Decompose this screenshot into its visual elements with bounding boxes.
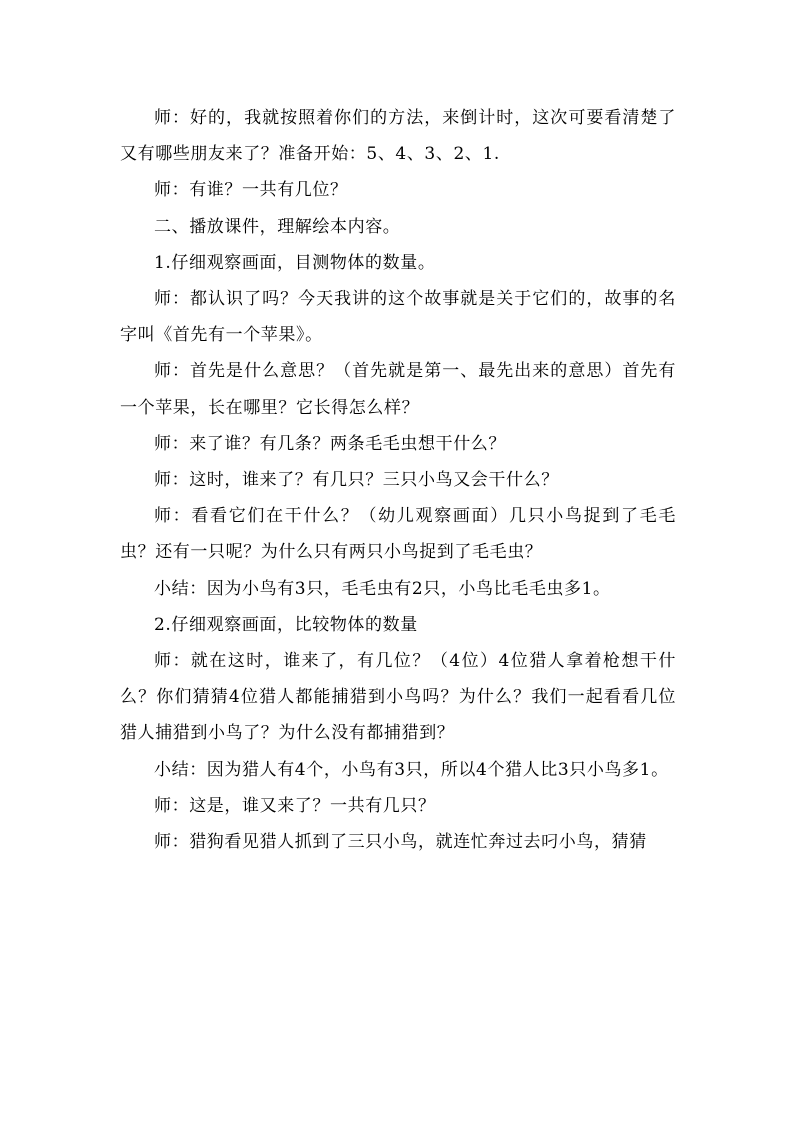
paragraph-summary-birds: 小结：因为小鸟有3只，毛毛虫有2只，小鸟比毛毛虫多1。 — [154, 578, 611, 599]
paragraph-teacher-hounds: 师：猎狗看见猎人抓到了三只小鸟，就连忙奔过去叼小鸟，猜猜 — [154, 832, 647, 853]
document-body — [120, 100, 676, 860]
paragraph-teacher-story-title: 师：都认识了吗？今天我讲的这个故事就是关于它们的，故事的名字叫《首先有一个苹果》。 — [120, 289, 676, 346]
paragraph-teacher-birds: 师：这时，谁来了？有几只？三只小鸟又会干什么？ — [154, 470, 559, 491]
paragraph-teacher-who: 师：有谁？一共有几位？ — [154, 180, 348, 201]
paragraph-teacher-birds-catch: 师：看看它们在干什么？（幼儿观察画面）几只小鸟捉到了毛毛虫？还有一只呢？为什么只有两只小鸟捉到了毛毛虫？ — [120, 506, 676, 563]
paragraph-teacher-who-again: 师：这是，谁又来了？一共有几只？ — [154, 795, 436, 816]
paragraph-teacher-countdown: 师：好的，我就按照着你们的方法，来倒计时，这次可要看清楚了又有哪些朋友来了？准备开始：5、4、3、2、1. — [120, 108, 676, 165]
paragraph-teacher-hunters: 师：就在这时，谁来了，有几位？（4位）4位猎人拿着枪想干什么？你们猜猜4位猎人都能捕猎到小鸟吗？为什么？我们一起看看几位猎人捕猎到小鸟了？为什么没有都捕猎到？ — [120, 651, 676, 744]
paragraph-summary-hunters: 小结：因为猎人有4个，小鸟有3只，所以4个猎人比3只小鸟多1。 — [154, 759, 669, 780]
paragraph-teacher-caterpillars: 师：来了谁？有几条？两条毛毛虫想干什么？ — [154, 433, 506, 454]
paragraph-teacher-first-meaning: 师：首先是什么意思？（首先就是第一、最先出来的意思）首先有一个苹果，长在哪里？它长得怎么样？ — [120, 361, 676, 418]
subheading-observe-compare: 2.仔细观察画面，比较物体的数量 — [154, 614, 418, 635]
subheading-observe-estimate: 1.仔细观察画面，目测物体的数量。 — [154, 252, 436, 273]
section-heading-play-courseware: 二、播放课件，理解绘本内容。 — [154, 216, 401, 237]
